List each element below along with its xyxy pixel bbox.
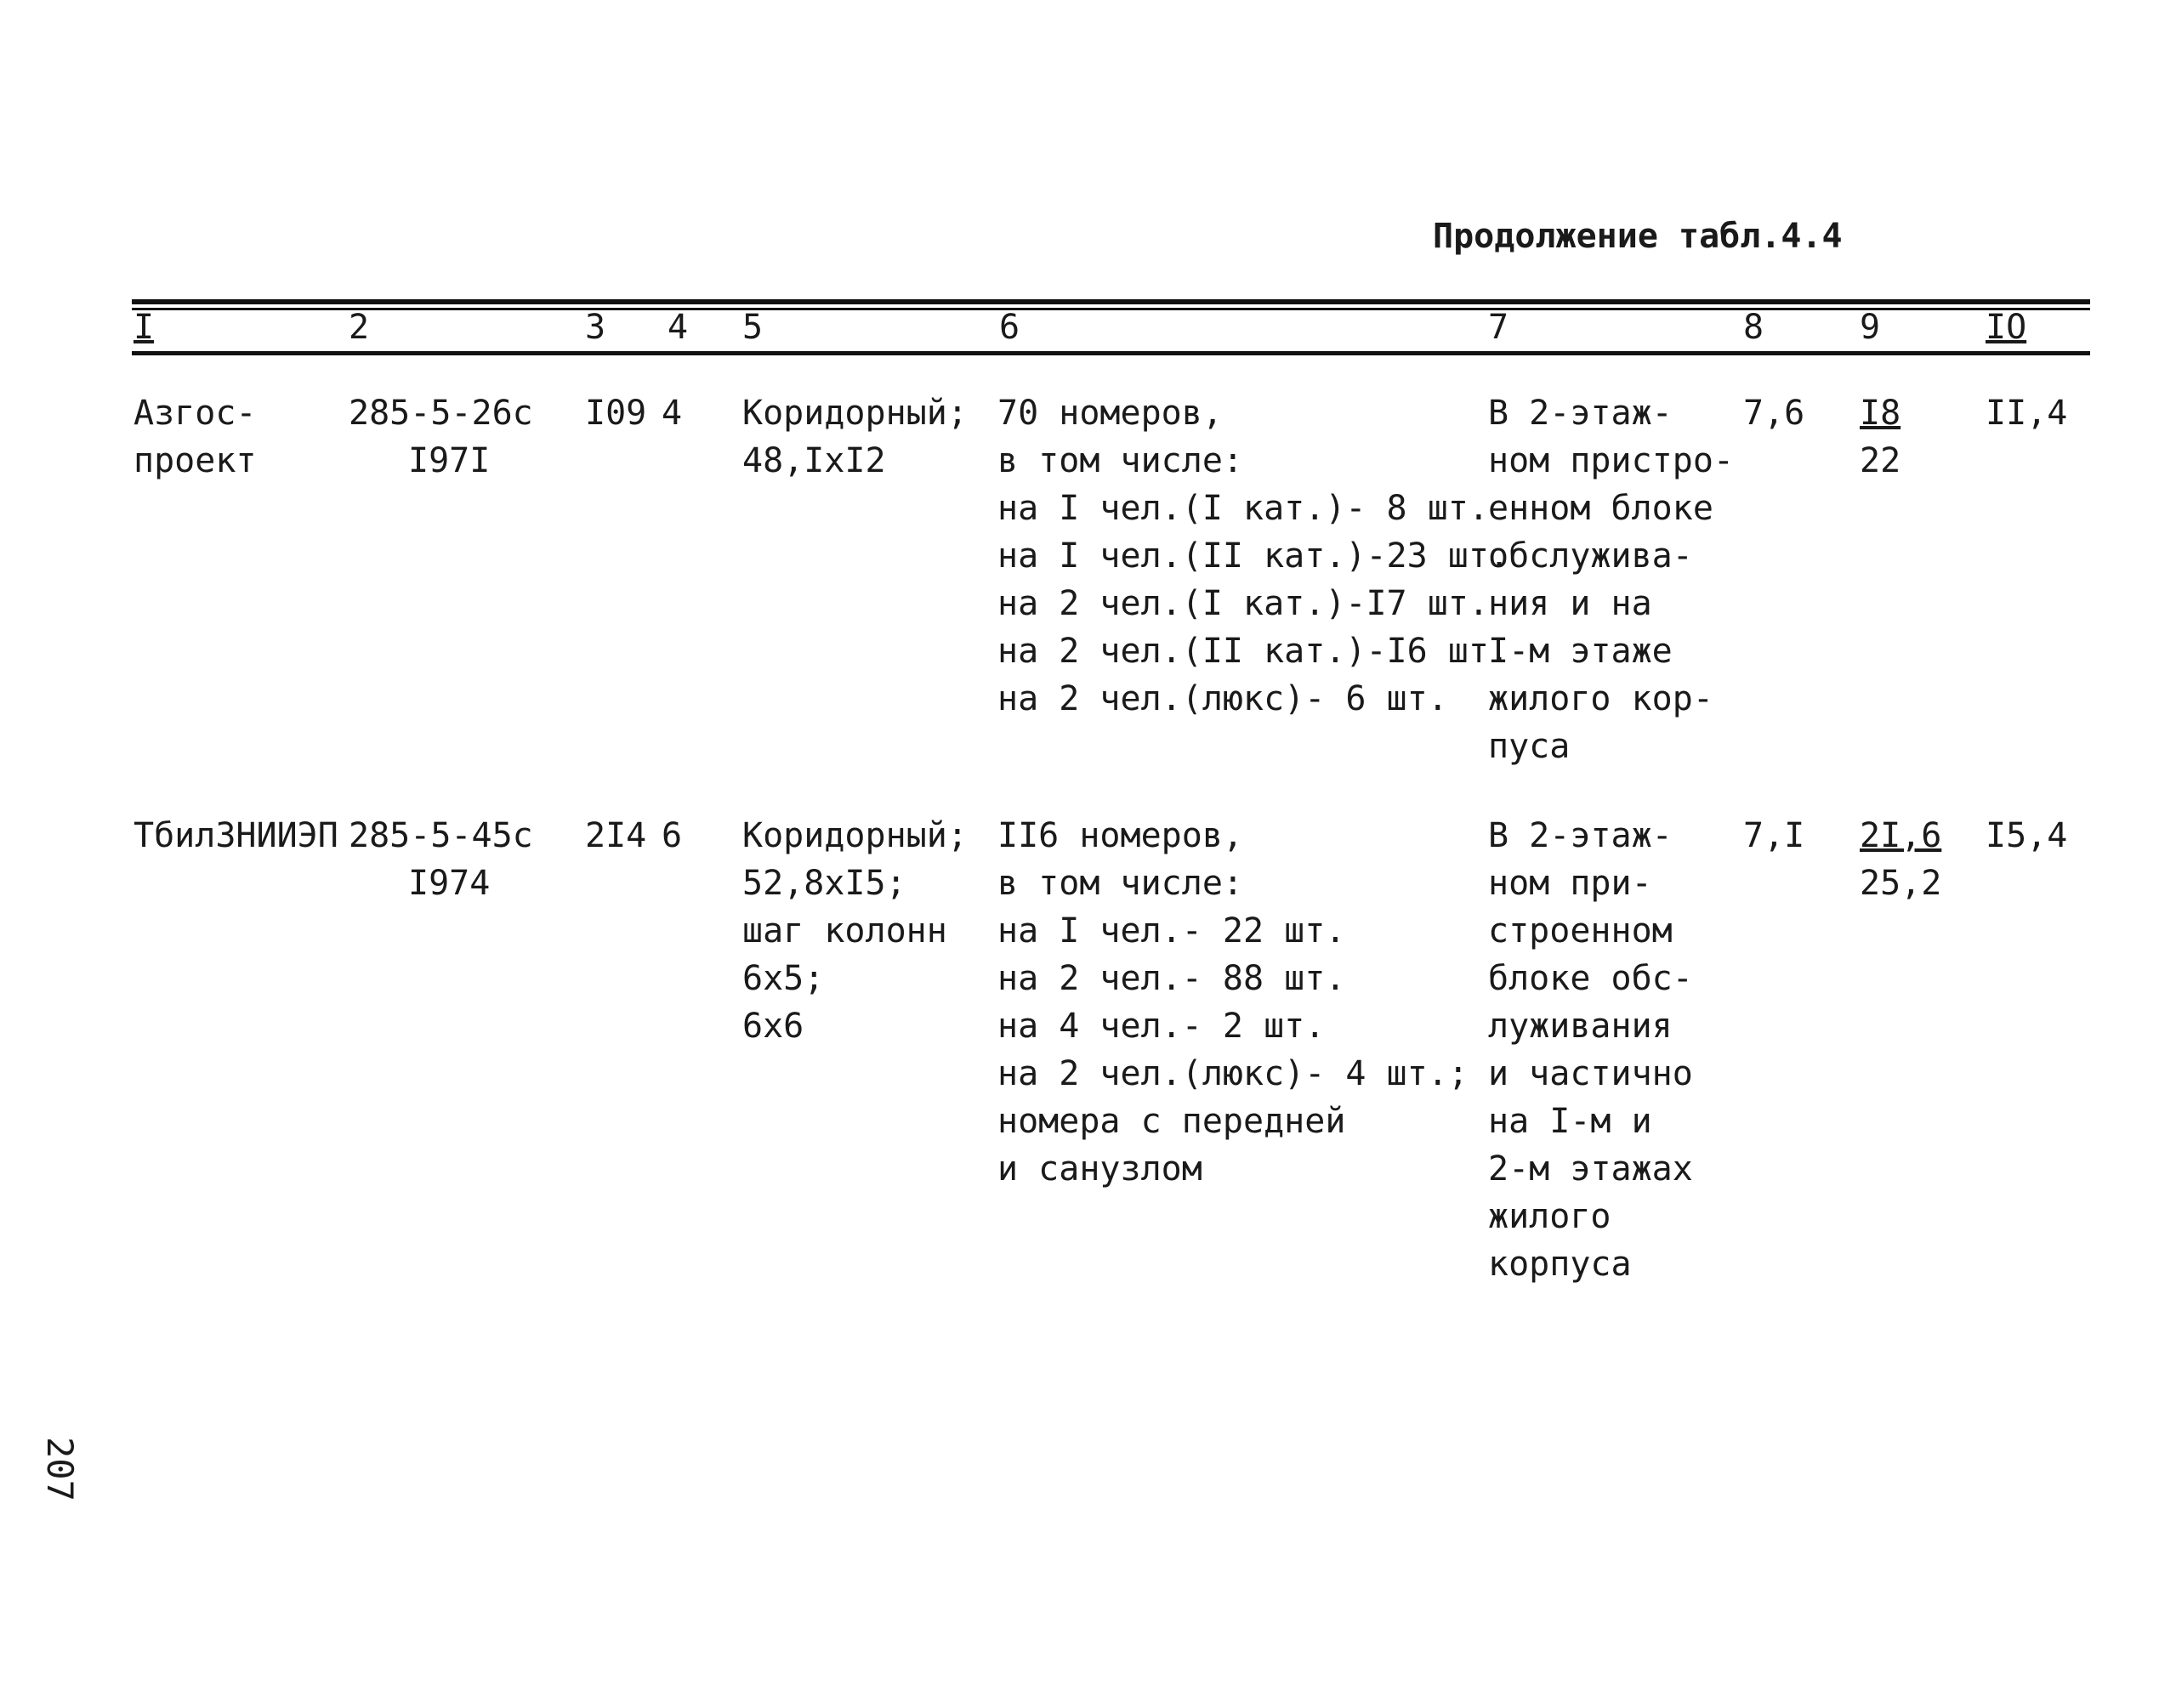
row2-col4: 6 <box>662 816 683 855</box>
col-header-1: I <box>134 308 155 347</box>
row1-col4: 4 <box>662 394 683 433</box>
row2-col9-fraction: 2I,6 25,2 <box>1860 816 1942 903</box>
row2-col10: I5,4 <box>1986 816 2068 855</box>
row1-service-block: В 2-этаж- ном пристро- енном блоке обслужива- ния и на I-м этаже жилого кор- пуса <box>1488 394 1734 766</box>
row2-rooms: II6 номеров, в том числе: на I чел.- 22 шт. на 2 чел.- 88 шт. на 4 чел.- 2 шт. на 2 чел.(люкс)- 4 шт.; номера с передней и санузлом <box>997 816 1469 1189</box>
col-header-7: 7 <box>1488 308 1509 347</box>
row2-project-code: 285-5-45с I974 <box>349 816 533 903</box>
col-header-2: 2 <box>349 308 370 347</box>
row1-rooms: 70 номеров, в том числе: на I чел.(I кат.)- 8 шт. на I чел.(II кат.)-23 шт. на 2 чел.(I кат.)-I7 шт. на 2 чел.(II кат.)-I6 шт. на 2 чел.(люкс)- 6 шт. <box>997 394 1510 718</box>
row1-col10: II,4 <box>1986 394 2068 433</box>
top-rule-thin <box>132 308 2090 310</box>
top-rule <box>132 299 2090 304</box>
header-rule <box>132 351 2090 355</box>
col-header-3: 3 <box>585 308 606 347</box>
row1-organization: Азгос- проект <box>134 394 257 480</box>
row1-col3: I09 <box>585 394 647 433</box>
col-header-4: 4 <box>668 308 689 347</box>
col-header-10: IO <box>1986 308 2027 347</box>
col-header-5: 5 <box>742 308 764 347</box>
row1-layout-type: Коридорный; 48,IхI2 <box>742 394 968 480</box>
row2-organization: ТбилЗНИИЭП <box>134 816 338 855</box>
page-number: 207 <box>39 1437 81 1501</box>
row2-service-block: В 2-этаж- ном при- строенном блоке обс- луживания и частично на I-м и 2-м этажах жилого корпуса <box>1488 816 1693 1284</box>
row2-layout-type: Коридорный; 52,8хI5; шаг колонн 6х5; 6х6 <box>742 816 968 1046</box>
row1-project-code: 285-5-26с I97I <box>349 394 533 480</box>
col-header-8: 8 <box>1743 308 1764 347</box>
row1-col8: 7,6 <box>1743 394 1805 433</box>
col-header-9: 9 <box>1860 308 1881 347</box>
col-header-6: 6 <box>999 308 1020 347</box>
row2-col3: 2I4 <box>585 816 647 855</box>
row1-col9-fraction: I8 22 <box>1860 394 1901 480</box>
row2-col8: 7,I <box>1743 816 1805 855</box>
table-caption: Продолжение табл.4.4 <box>1433 217 1843 256</box>
